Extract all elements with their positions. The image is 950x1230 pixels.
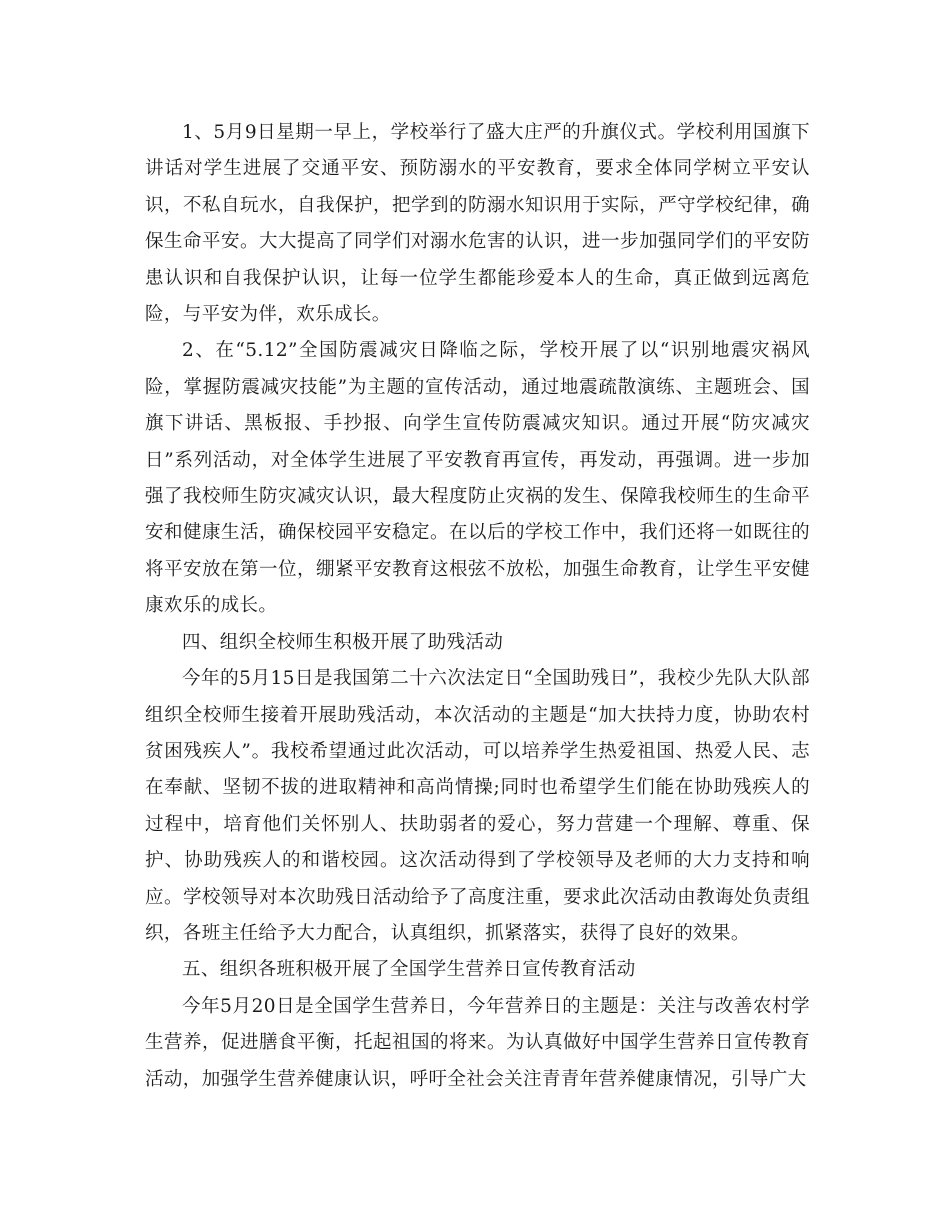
document-body: [145, 115, 810, 1098]
paragraph-flag-raising-safety: 1、5月9日星期一早上，学校举行了盛大庄严的升旗仪式。学校利用国旗下讲话对学生进展了交通平安、预防溺水的平安教育，要求全体同学树立平安认识，不私自玩水，自我保护，把学到的防溺水知识用于实际，严守学校纪律，确保生命平安。大大提高了同学们对溺水危害的认识，进一步加强同学们的平安防患认识和自我保护认识，让每一位学生都能珍爱本人的生命，真正做到远离危险，与平安为伴，欢乐成长。: [145, 122, 810, 326]
section-heading-disability-assistance: 四、组织全校师生积极开展了助残活动: [182, 631, 504, 653]
paragraph-disaster-prevention: 2、在“5.12”全国防震减灾日降临之际，学校开展了以“识别地震灾祸风险，掌握防震减灾技能”为主题的宣传活动，通过地震疏散演练、主题班会、国旗下讲话、黑板报、手抄报、向学生宣传防震减灾知识。通过开展“防灾减灾日”系列活动，对全体学生进展了平安教育再宣传，再发动，再强调。进一步加强了我校师生防灾减灾认识，最大程度防止灾祸的发生、保障我校师生的生命平安和健康生活，确保校园平安稳定。在以后的学校工作中，我们还将一如既往的将平安放在第一位，绷紧平安教育这根弦不放松，加强生命教育，让学生平安健康欢乐的成长。: [145, 340, 810, 617]
section-heading-nutrition-day: 五、组织各班积极开展了全国学生营养日宣传教育活动: [182, 959, 636, 981]
paragraph-disability-assistance-day: 今年的5月15日是我国第二十六次法定日“全国助残日”，我校少先队大队部组织全校师生接着开展助残活动，本次活动的主题是“加大扶持力度，协助农村贫困残疾人”。我校希望通过此次活动，可以培养学生热爱祖国、热爱人民、志在奉献、坚韧不拔的进取精神和高尚情操;同时也希望学生们能在协助残疾人的过程中，培育他们关怀别人、扶助弱者的爱心，努力营建一个理解、尊重、保护、协助残疾人的和谐校园。这次活动得到了学校领导及老师的大力支持和响应。学校领导对本次助残日活动给予了高度注重，要求此次活动由教诲处负责组织，各班主任给予大力配合，认真组织，抓紧落实，获得了良好的效果。: [145, 668, 810, 944]
paragraph-student-nutrition-day: 今年5月20日是全国学生营养日，今年营养日的主题是：关注与改善农村学生营养，促进膳食平衡，托起祖国的将来。为认真做好中国学生营养日宣传教育活动，加强学生营养健康认识，呼吁全社会关注青青年营养健康情况，引导广大: [145, 995, 810, 1090]
